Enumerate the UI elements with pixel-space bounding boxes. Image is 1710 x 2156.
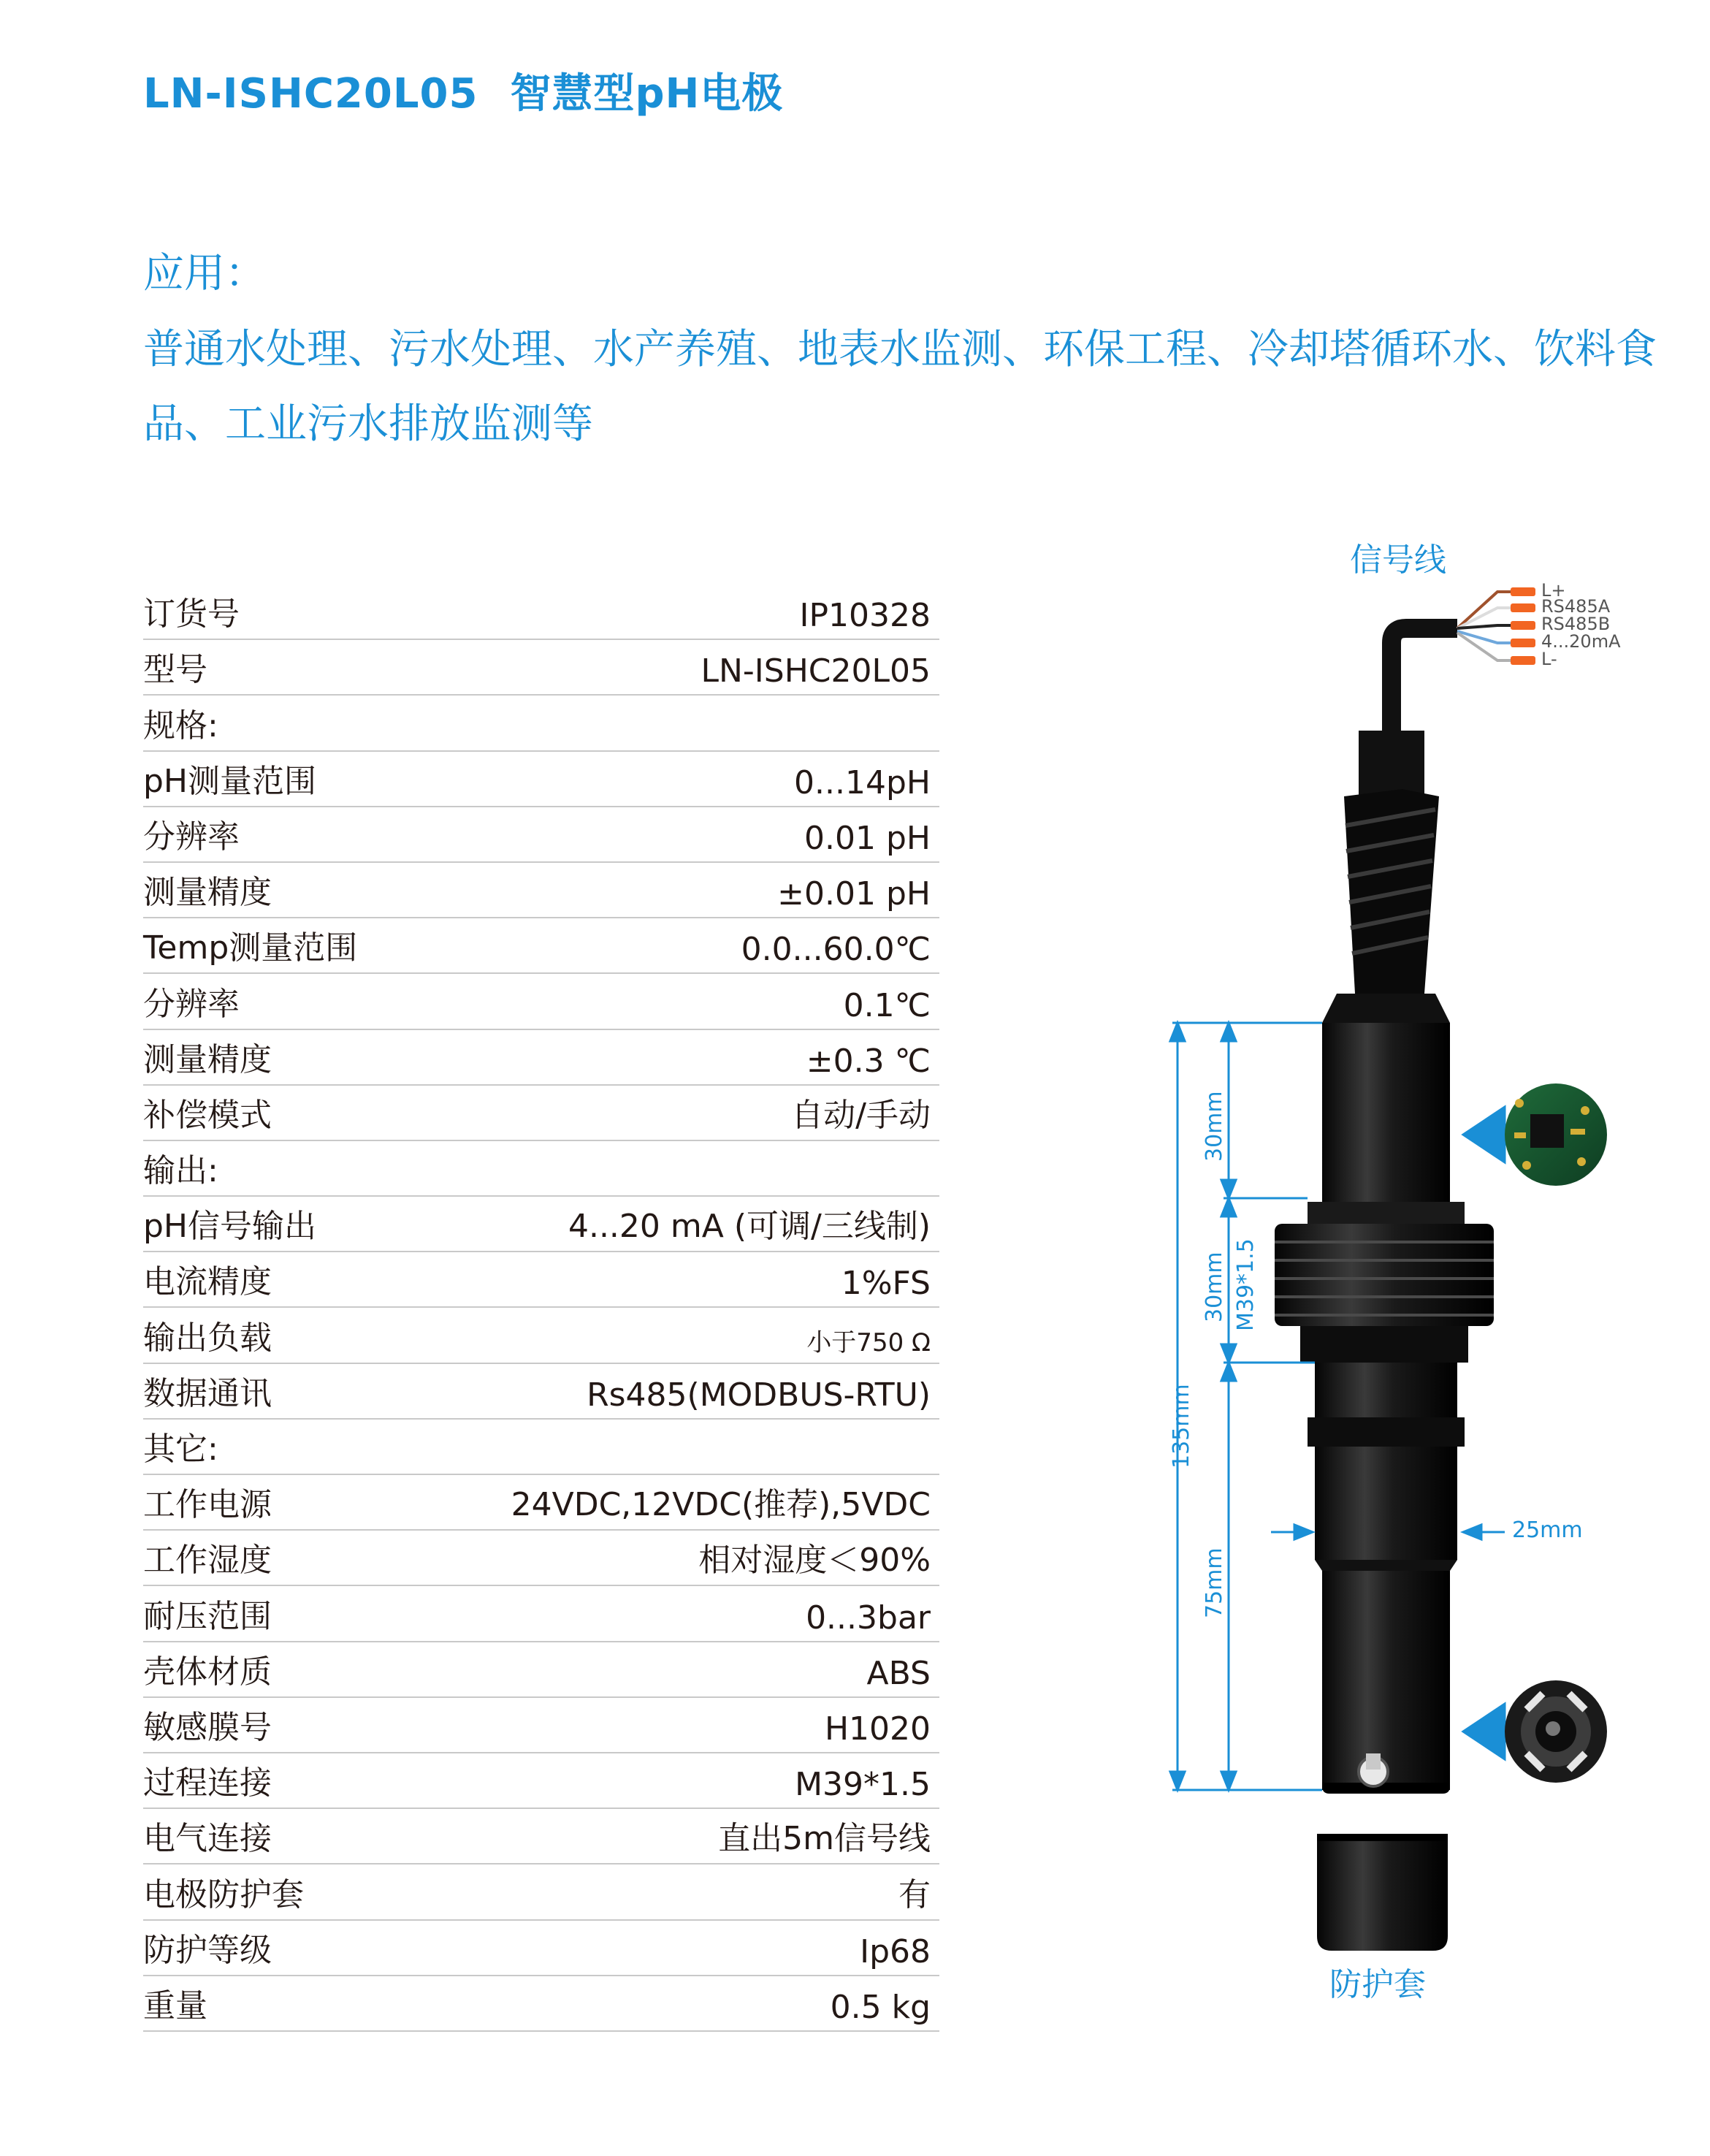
spec-key: 测量精度 [143, 1040, 272, 1078]
spec-key: 测量精度 [143, 874, 272, 912]
spec-key: 分辨率 [143, 985, 240, 1023]
pcb-thumbnail [1505, 1083, 1607, 1186]
spec-key: 重量 [143, 1987, 207, 2024]
spec-key: 数据通讯 [143, 1374, 272, 1412]
spec-key: 其它: [143, 1431, 218, 1468]
spec-key: 防护等级 [143, 1931, 272, 1969]
wire-terminal-icon [1511, 639, 1535, 647]
spec-key: 分辨率 [143, 818, 240, 856]
spec-key: 输出负载 [143, 1319, 272, 1357]
spec-value: 1%FS [841, 1265, 931, 1303]
spec-value: Rs485(MODBUS-RTU) [587, 1376, 931, 1414]
protective-cap-label: 防护套 [1329, 1966, 1426, 2003]
dim-mid: 30mm [1202, 1252, 1227, 1322]
spec-value: 0.5 kg [830, 1988, 931, 2026]
spec-value: 相对湿度＜90% [698, 1542, 931, 1580]
spec-key: 补偿模式 [143, 1096, 272, 1134]
spec-value: ±0.3 ℃ [806, 1042, 931, 1080]
chip-icon [1530, 1114, 1564, 1148]
signal-wires [1392, 587, 1535, 731]
wire-terminal-icon [1511, 621, 1535, 630]
wire-terminal-icon [1511, 603, 1535, 612]
signal-cable-label: 信号线 [1350, 541, 1446, 579]
spec-value: 0...14pH [794, 763, 931, 801]
spec-key: 电气连接 [143, 1820, 272, 1858]
spec-key: 工作电源 [143, 1486, 272, 1524]
spec-key: pH测量范围 [143, 762, 317, 800]
dim-diameter: 25mm [1512, 1517, 1583, 1543]
spec-key: 耐压范围 [143, 1597, 272, 1635]
lower-housing [1322, 1571, 1450, 1790]
spec-value: 自动/手动 [791, 1096, 931, 1134]
upper-housing [1322, 1023, 1450, 1202]
spec-value: Ip68 [860, 1932, 931, 1970]
spec-value: 0...3bar [806, 1599, 931, 1637]
spec-value: ABS [866, 1654, 931, 1692]
spec-key: Temp测量范围 [143, 929, 358, 967]
spec-value: IP10328 [799, 597, 931, 635]
application-heading: 应用： [143, 250, 266, 297]
dim-bottom: 75mm [1202, 1547, 1227, 1618]
wire-terminal-icon [1511, 587, 1535, 596]
spec-value: LN-ISHC20L05 [701, 652, 931, 690]
spec-value: 0.0...60.0℃ [741, 931, 931, 969]
spec-value: 4...20 mA (可调/三线制) [568, 1208, 931, 1246]
strain-relief [1344, 789, 1439, 994]
spec-value: ±0.01 pH [777, 875, 931, 913]
thread-nut [1275, 1224, 1494, 1363]
spec-value: 0.1℃ [843, 986, 931, 1024]
cable [1359, 731, 1424, 796]
spec-key: 敏感膜号 [143, 1708, 272, 1746]
model-code: LN-ISHC20L05 [143, 70, 478, 118]
spec-key: pH信号输出 [143, 1208, 317, 1246]
protective-cap [1317, 1834, 1448, 1951]
dim-thread: M39*1.5 [1233, 1238, 1259, 1331]
spec-key: 电极防护套 [143, 1875, 304, 1913]
wire-terminal-icon [1511, 656, 1535, 665]
spec-value: 直出5m信号线 [718, 1820, 931, 1858]
spec-value: H1020 [824, 1710, 931, 1748]
spec-value: 有 [898, 1875, 931, 1913]
product-name: 智慧型pH电极 [510, 70, 784, 118]
mid-housing [1315, 1363, 1457, 1417]
spec-value: 24VDC,12VDC(推荐),5VDC [511, 1486, 931, 1524]
wire-label: RS485A [1541, 596, 1611, 617]
dim-top: 30mm [1202, 1091, 1227, 1162]
wire-label: L+ [1541, 580, 1566, 601]
spec-key: 输出: [143, 1152, 218, 1190]
spec-key: 订货号 [143, 595, 240, 633]
spec-key: 规格: [143, 706, 218, 744]
spec-value: M39*1.5 [795, 1766, 931, 1804]
sensor-icon [1546, 1721, 1560, 1736]
tip-thumbnail [1505, 1680, 1607, 1783]
application-text: 普通水处理、污水处理、水产养殖、地表水监测、环保工程、冷却塔循环水、饮料食品、工业污水排放监测等 [143, 326, 1657, 448]
spec-key: 工作湿度 [143, 1542, 272, 1580]
wire-label: L- [1541, 649, 1557, 669]
spec-value: 小于750 Ω [806, 1327, 931, 1357]
wire-label: 4...20mA [1541, 631, 1621, 652]
spec-key: 型号 [143, 651, 207, 689]
spec-key: 过程连接 [143, 1764, 272, 1802]
spec-key: 壳体材质 [143, 1653, 272, 1691]
spec-key: 电流精度 [143, 1263, 272, 1301]
wire-label: RS485B [1541, 614, 1611, 634]
spec-value: 0.01 pH [804, 819, 931, 857]
dim-total: 135mm [1169, 1384, 1194, 1469]
